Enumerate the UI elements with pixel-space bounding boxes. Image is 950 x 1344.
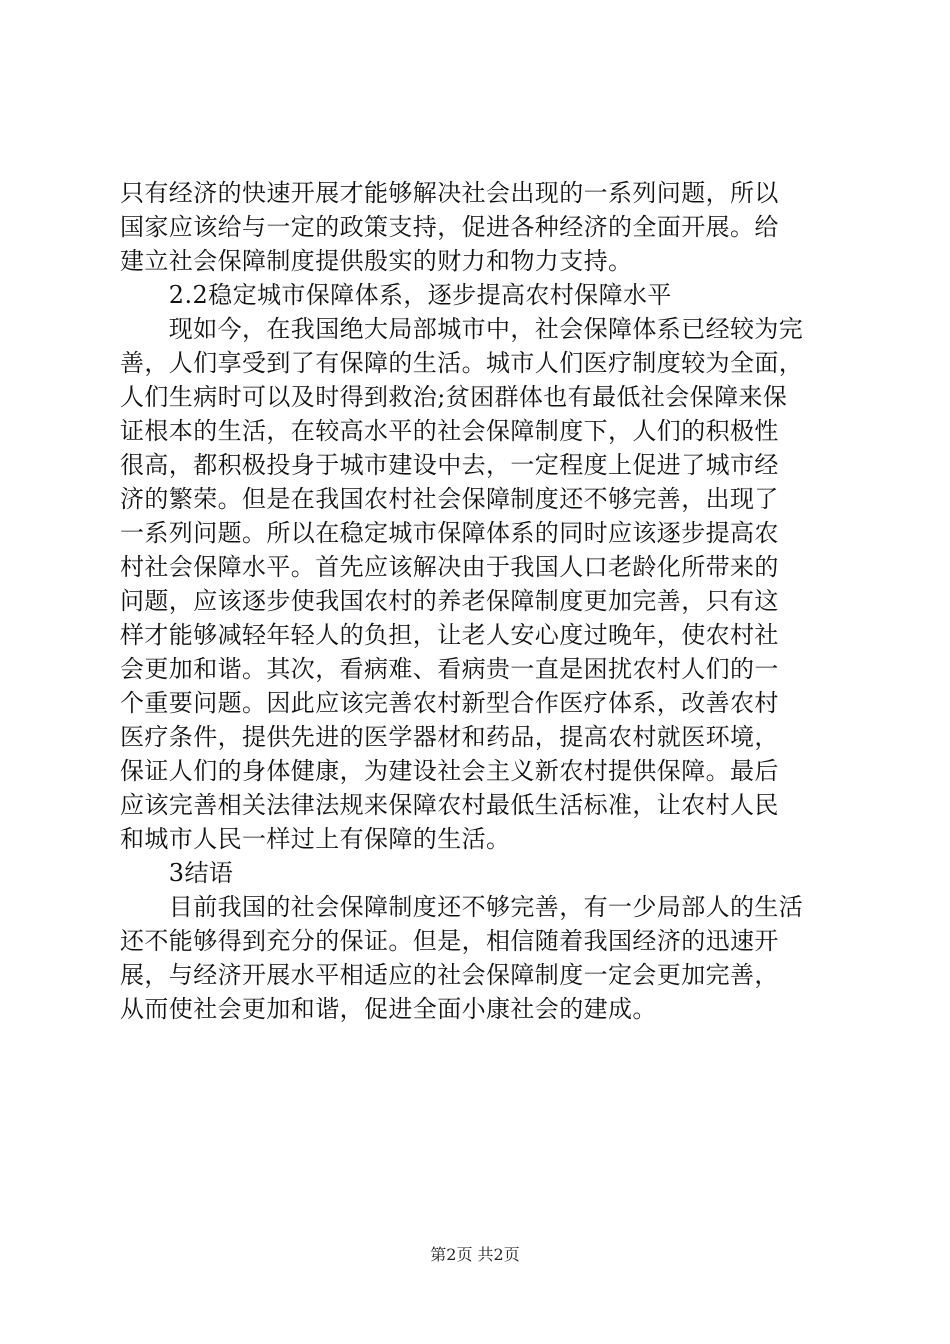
text-line: 和城市人民一样过上有保障的生活。 (120, 825, 511, 853)
text-line: 只有经济的快速开展才能够解决社会出现的一系列问题，所以 (120, 179, 779, 207)
body-text (120, 176, 850, 1026)
page-number-footer: 第2页 共2页 (430, 1245, 520, 1264)
text-line: 现如今，在我国绝大局部城市中，社会保障体系已经较为完 (120, 315, 804, 343)
text-line: 村社会保障水平。首先应该解决由于我国人口老龄化所带来的 (120, 553, 779, 581)
text-line: 保证人们的身体健康，为建设社会主义新农村提供保障。最后 (120, 757, 779, 785)
text-line: 济的繁荣。但是在我国农村社会保障制度还不够完善，出现了 (120, 485, 779, 513)
text-line: 应该完善相关法律法规来保障农村最低生活标准，让农村人民 (120, 791, 779, 819)
section-heading: 2.2稳定城市保障体系，逐步提高农村保障水平 (120, 281, 672, 309)
text-line: 人们生病时可以及时得到救治;贫困群体也有最低社会保障来保 (120, 383, 788, 411)
text-line: 医疗条件，提供先进的医学器材和药品，提高农村就医环境， (120, 723, 779, 751)
text-line: 建立社会保障制度提供殷实的财力和物力支持。 (120, 247, 633, 275)
text-line: 样才能够减轻年轻人的负担，让老人安心度过晚年，使农村社 (120, 621, 779, 649)
text-line: 还不能够得到充分的保证。但是，相信随着我国经济的迅速开 (120, 927, 779, 955)
text-line: 展，与经济开展水平相适应的社会保障制度一定会更加完善， (120, 961, 779, 989)
text-line: 个重要问题。因此应该完善农村新型合作医疗体系，改善农村 (120, 689, 779, 717)
text-line: 证根本的生活，在较高水平的社会保障制度下，人们的积极性 (120, 417, 779, 445)
section-heading: 3结语 (120, 859, 234, 887)
text-line: 从而使社会更加和谐，促进全面小康社会的建成。 (120, 995, 657, 1023)
text-line: 问题，应该逐步使我国农村的养老保障制度更加完善，只有这 (120, 587, 779, 615)
text-line: 国家应该给与一定的政策支持，促进各种经济的全面开展。给 (120, 213, 779, 241)
text-line: 很高，都积极投身于城市建设中去，一定程度上促进了城市经 (120, 451, 779, 479)
text-line: 目前我国的社会保障制度还不够完善，有一少局部人的生活 (120, 893, 804, 921)
text-line: 一系列问题。所以在稳定城市保障体系的同时应该逐步提高农 (120, 519, 779, 547)
text-line: 会更加和谐。其次，看病难、看病贵一直是困扰农村人们的一 (120, 655, 779, 683)
text-line: 善，人们享受到了有保障的生活。城市人们医疗制度较为全面， (120, 349, 804, 377)
